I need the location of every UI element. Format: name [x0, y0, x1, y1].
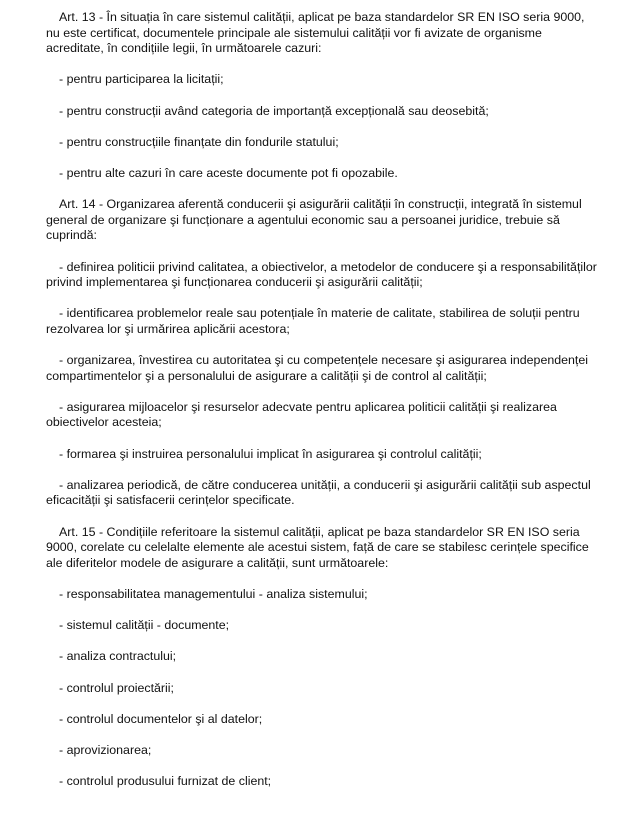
- list-item: - controlul proiectării;: [59, 680, 175, 695]
- list-item: - responsabilitatea managementului - analiza sistemului;: [59, 586, 368, 601]
- list-item: - analiza contractului;: [59, 649, 177, 664]
- list-item: - sistemul calității - documente;: [59, 618, 230, 633]
- list-item: - pentru alte cazuri în care aceste documente pot fi opozabile.: [59, 165, 398, 180]
- list-item: - definirea politicii privind calitatea, a obiectivelor, a metodelor de conducere şi a responsabilităților privind implementarea şi funcționarea conducerii şi asigurării calității;: [46, 259, 597, 290]
- list-item: - formarea şi instruirea personalului implicat în asigurarea şi controlul calității;: [59, 446, 482, 461]
- list-item: - asigurarea mijloacelor şi resurselor adecvate pentru aplicarea politicii calității şi realizarea obiectivelor acesteia;: [46, 399, 557, 430]
- list-item: - pentru construcții având categoria de importanță excepțională sau deosebită;: [59, 103, 489, 118]
- list-item: - organizarea, învestirea cu autoritatea şi cu competențele necesare şi asigurarea independenței compartimentelor şi a personalului de asigurare a calității şi de control al calității;: [46, 353, 588, 383]
- article-14-paragraph: Art. 14 - Organizarea aferentă conducerii şi asigurării calității în construcții, integrată în sistemul general de organizare şi funcționare a agentului economic sau a persoanei juridice, trebuie să cuprindă:: [46, 197, 582, 243]
- article-13-paragraph: Art. 13 - În situația în care sistemul calității, aplicat pe baza standardelor SR EN ISO seria 9000, nu este certificat, documentele principale ale sistemului calității vor fi avizate de organisme acreditate, în condițiile legii, în următoarele cazuri:: [46, 10, 585, 56]
- list-item: - controlul produsului furnizat de client;: [59, 774, 272, 789]
- list-item: - pentru construcțiile finanțate din fondurile statului;: [59, 134, 339, 149]
- list-item: - analizarea periodică, de către conducerea unității, a conducerii şi asigurării calității sub aspectul eficacității şi satisfacerii cerințelor specificate.: [46, 477, 591, 508]
- list-item: - identificarea problemelor reale sau potențiale în materie de calitate, stabilirea de soluții pentru rezolvarea lor şi urmărirea aplicării acestora;: [46, 306, 580, 336]
- list-item: - controlul documentelor şi al datelor;: [59, 711, 263, 726]
- list-item: - pentru participarea la licitații;: [59, 72, 224, 87]
- list-item: - aprovizionarea;: [59, 742, 152, 757]
- article-15-paragraph: Art. 15 - Condițiile referitoare la sistemul calității, aplicat pe baza standardelor SR EN ISO seria 9000, corelate cu celelalte elemente ale acestui sistem, față de care se stabilesc cerințele specifice ale diferitelor modele de asigurare a calității, sunt următoarele:: [46, 524, 589, 570]
